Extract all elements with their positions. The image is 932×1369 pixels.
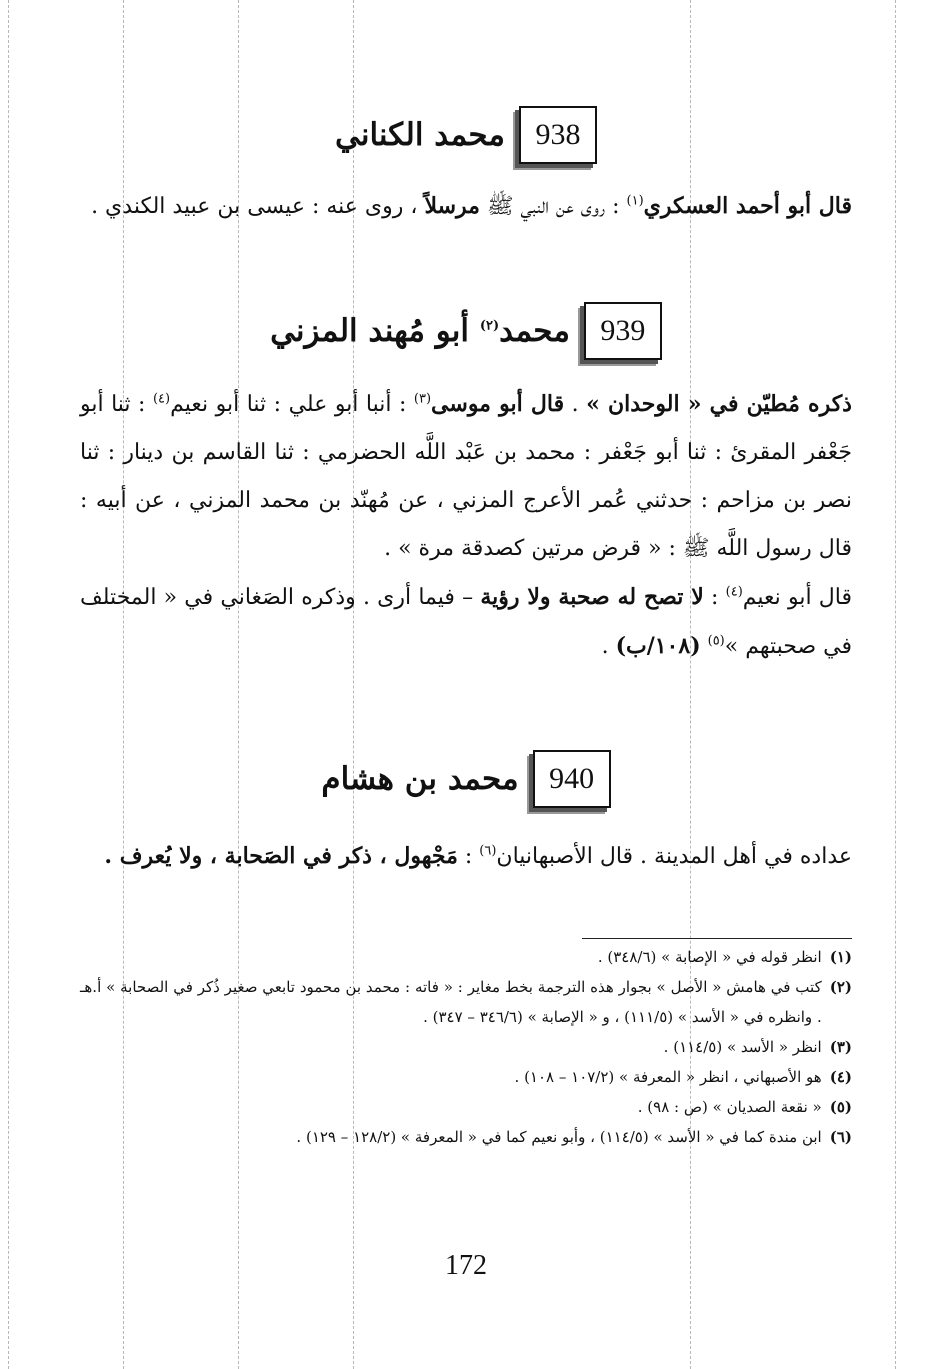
entry-number-box (584, 302, 662, 360)
footnote-mark: (١) (829, 948, 852, 966)
text-run: : ثنا أبو جَعْفر المقرئ : ثنا أبو جَعْفر : محمد بن عَبْد اللَّه الحضرمي : ثنا القاسم بن دينار : ثنا نصر بن مزاحم : حدثني عُمر الأعرج المزني ، عن مُهنّد بن محمد المزني ، عن أبيه : قال رسول اللَّه ﷺ : « قرض مرتين كصدقة مرة » . (80, 392, 852, 561)
footnote-mark: (٤) (829, 1068, 852, 1086)
page-number: 172 (445, 1250, 487, 1281)
footnote-mark: (٦) (829, 1128, 852, 1146)
footnote-text: « نقعة الصديان » (ص : ٩٨) . (637, 1098, 822, 1116)
paragraph (80, 573, 852, 671)
paragraph (80, 380, 852, 573)
entry-number: 940 (549, 762, 595, 795)
text-run: . (564, 392, 587, 417)
text-run: مَجْهول ، ذكر في الصَحابة ، ولا يُعرف . (104, 843, 458, 869)
entry-name: محمد بن هشام (321, 761, 519, 797)
text-run: : أنبا أبو علي : ثنا أبو نعيم (170, 392, 414, 417)
text-run: قال أبو موسى (431, 391, 565, 417)
text-run: مرسلاً (424, 193, 480, 219)
footnote-text: هو الأصبهاني ، انظر « المعرفة » (١٠٧/٢ – ١٠٨) . (514, 1068, 822, 1086)
footnote (80, 1062, 852, 1092)
footnote-ref: (٤) (725, 584, 743, 600)
footnote-ref: (٣) (413, 391, 432, 407)
footnote-mark: (٥) (829, 1098, 852, 1116)
entry-heading (80, 302, 852, 360)
text-run (701, 634, 708, 659)
entry-text (80, 182, 852, 231)
footnote-divider (582, 938, 852, 939)
footnote-text: انظر قوله في « الإصابة » (٣٤٨/٦) . (597, 948, 822, 966)
entry-heading (80, 106, 852, 164)
entry-text (80, 832, 852, 881)
guide-line (8, 0, 9, 1369)
entry-name-main: محمد (499, 313, 570, 349)
footnotes (80, 942, 852, 1152)
footnote (80, 1122, 852, 1152)
text-run: . (601, 634, 616, 659)
footnote-text: انظر « الأسد » (١١٤/٥) . (663, 1038, 822, 1056)
footnote-text: كتب في هامش « الأصل » بجوار هذه الترجمة بخط مغاير : « فاته : محمد بن محمود تابعي صغير ذُكر في الصحابة » أ.هـ . وانظره في « الأسد » (١١١/٥) ، و « الإصابة » (٣٤٦/٦ – ٣٤٧) . (80, 978, 822, 1026)
text-run: لا تصح له صحبة ولا رؤية (480, 584, 704, 610)
text-run: : (703, 585, 726, 610)
entry-number-box (533, 750, 611, 808)
entry-number-box (519, 106, 597, 164)
footnote-ref: (٦) (479, 843, 497, 859)
text-run: قال أبو أحمد العسكري (643, 193, 852, 219)
footnote-ref: (١) (626, 193, 644, 209)
text-run: ذكره مُطيّن في « الوحدان » (586, 391, 852, 417)
text-run: – فيما أرى . وذكره الصَغاني في « المختلف في صحبتهم » (80, 585, 852, 659)
footnote-text: ابن مندة كما في « الأسد » (١١٤/٥) ، وأبو نعيم كما في « المعرفة » (١٢٨/٢ – ١٢٩) . (296, 1128, 822, 1146)
entry-text (80, 380, 852, 671)
footnote-ref: (٤) (152, 391, 171, 407)
text-run: قال أبو نعيم (742, 585, 852, 610)
footnote-mark: (٢) (829, 978, 852, 996)
footnote (80, 942, 852, 972)
entry-heading (80, 750, 852, 808)
guide-line (895, 0, 896, 1369)
entry-number: 939 (600, 314, 646, 347)
entry-number: 938 (535, 118, 581, 151)
entry-name-rest: أبو مُهند المزني (270, 313, 480, 349)
footnote-ref: (٢) (479, 318, 500, 334)
entry-name (270, 313, 570, 349)
text-run: عداده في أهل المدينة . قال الأصبهانيان (496, 844, 852, 869)
paragraph (80, 832, 852, 881)
paragraph (80, 182, 852, 231)
entry-name: محمد الكناني (334, 117, 506, 153)
text-run: (١٠٨/ب) (615, 633, 701, 659)
footnote-ref: (٥) (707, 633, 725, 649)
text-run: ، روى عنه : عيسى بن عبيد الكندي . (91, 194, 425, 219)
text-run: : (457, 844, 480, 869)
text-run: : روى عن النبي ﷺ (479, 194, 627, 219)
footnote-mark: (٣) (829, 1038, 852, 1056)
footnote (80, 1092, 852, 1122)
footnote (80, 972, 852, 1032)
footnote (80, 1032, 852, 1062)
